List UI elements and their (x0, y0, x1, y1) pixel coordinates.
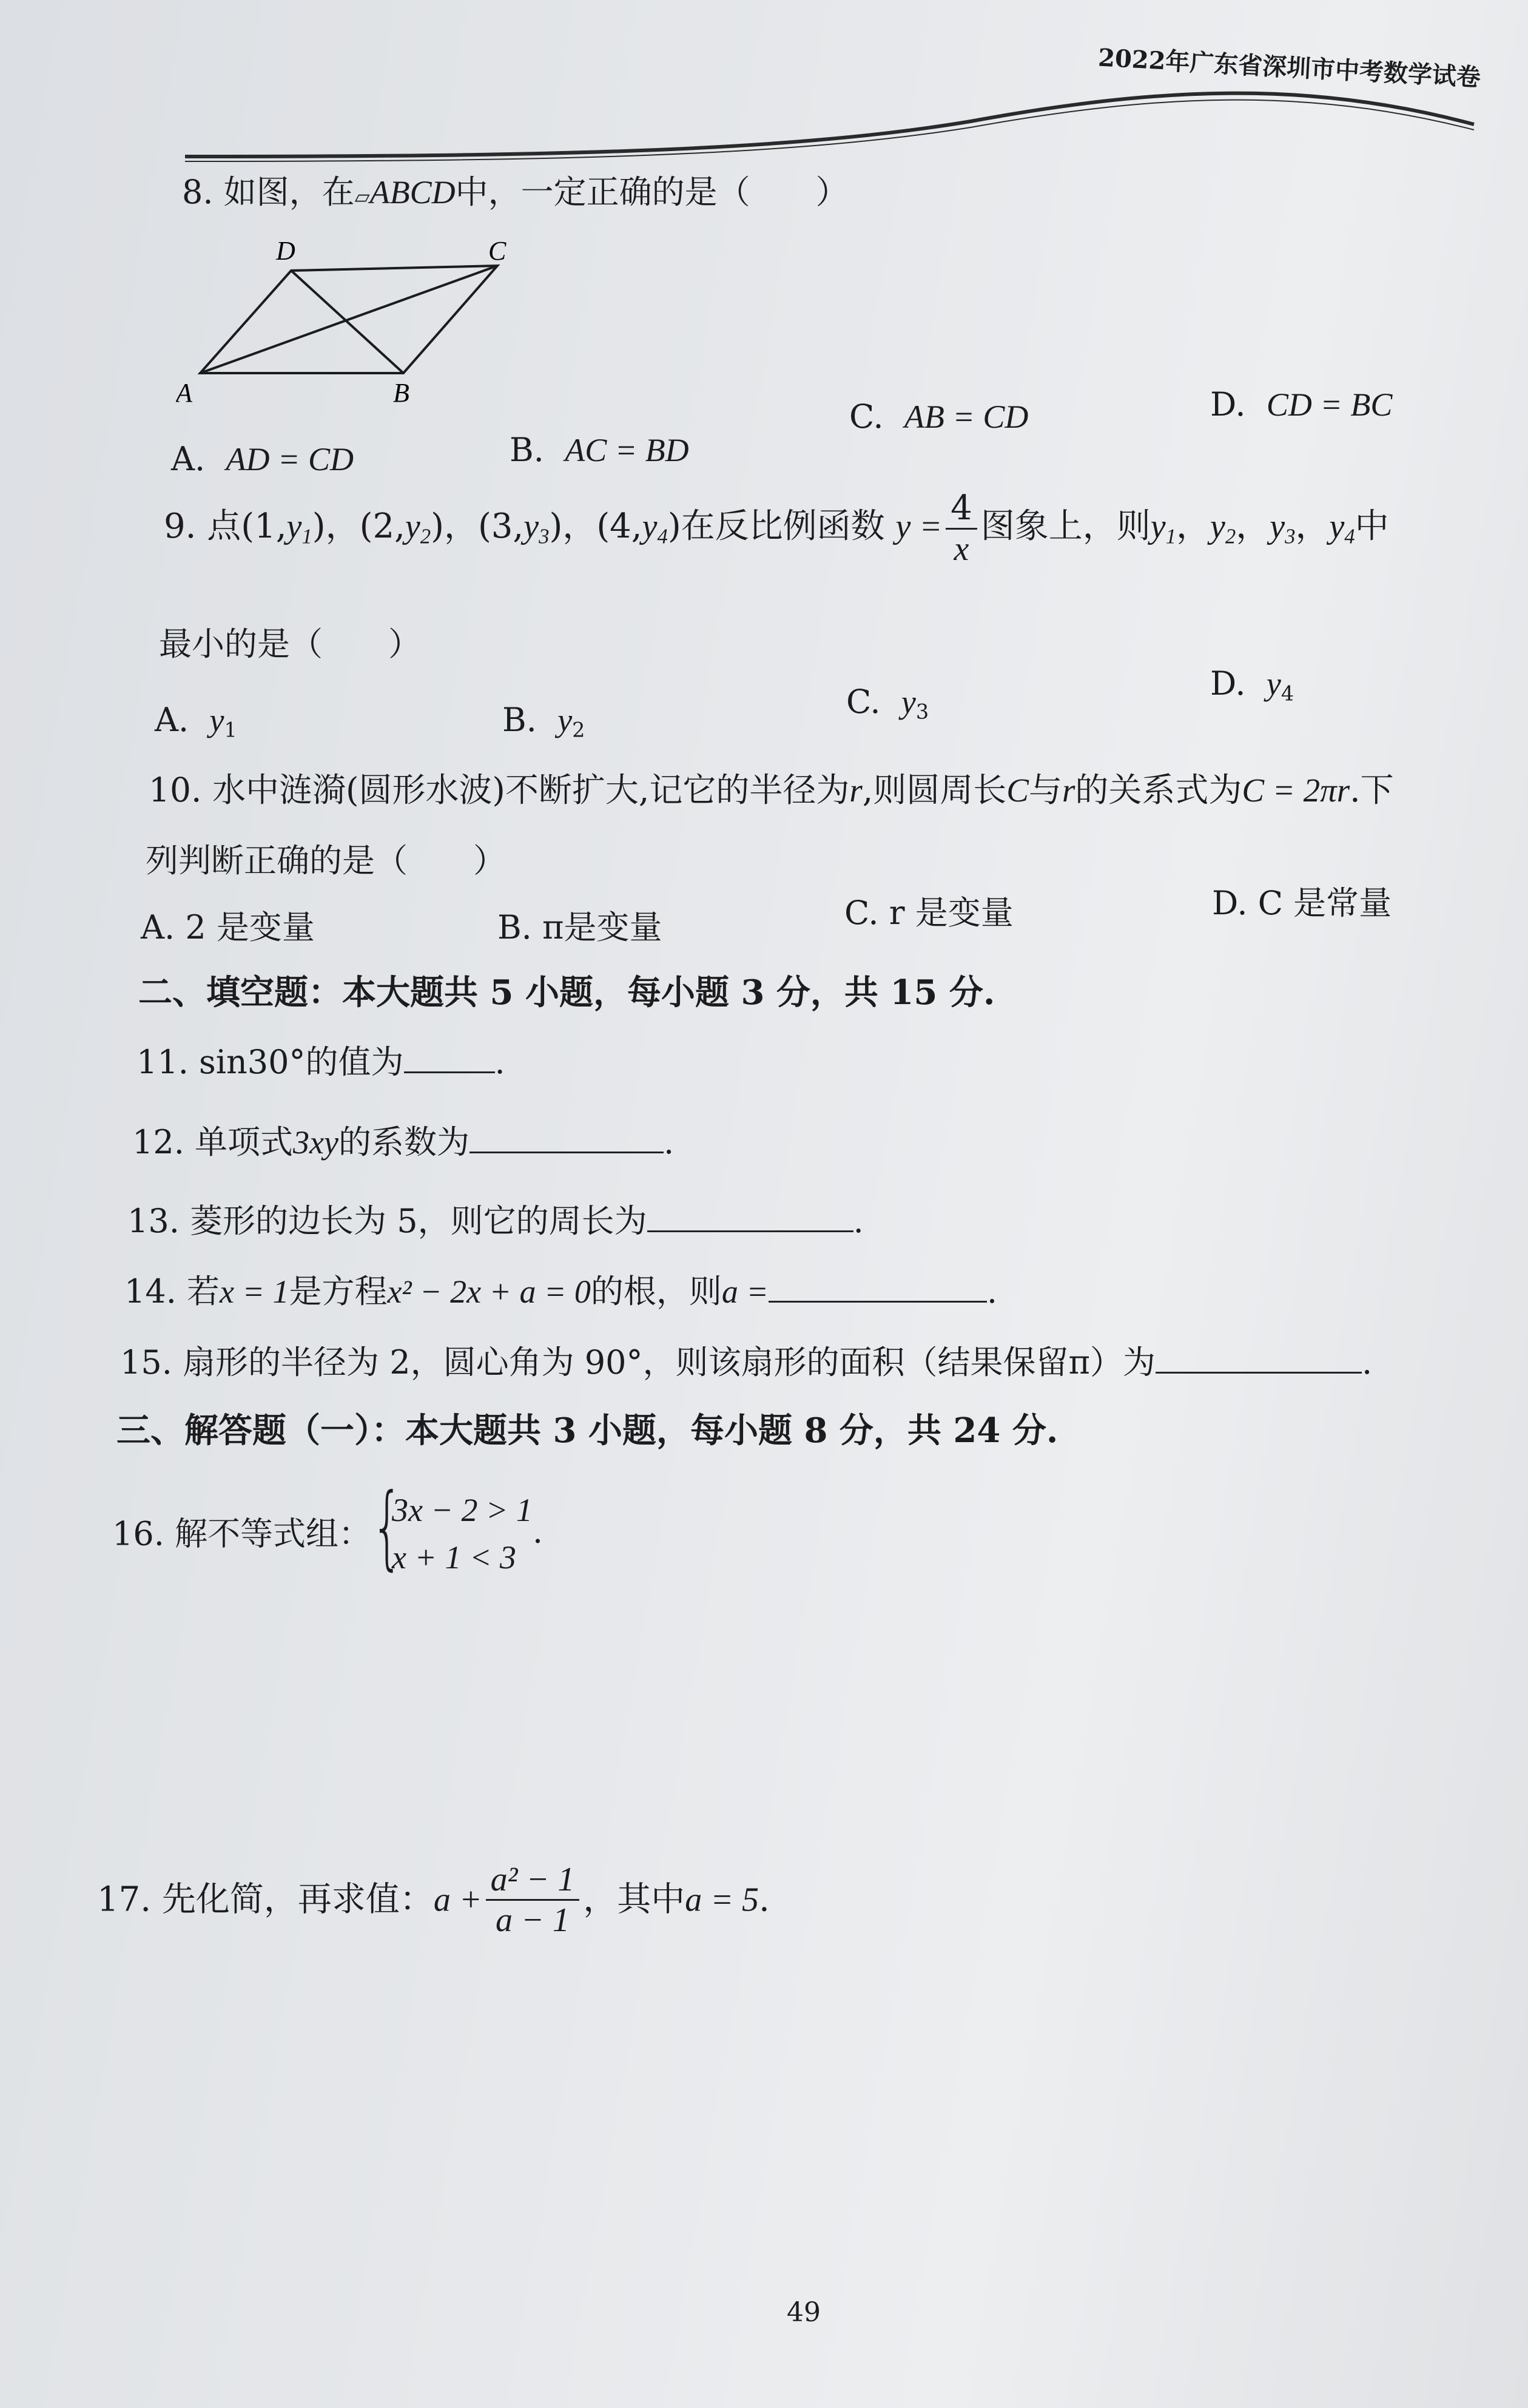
q9-option-d: D. $y_4$ (1210, 664, 1294, 706)
vertex-label-b: B (393, 378, 409, 408)
vertex-label-a: A (176, 378, 192, 408)
q14: 14. 若x = 1是方程x² − 2x + a = 0的根，则a = . (124, 1272, 998, 1310)
q9-option-a: A. $y_1$ (155, 701, 237, 742)
q15: 15. 扇形的半径为 2，圆心角为 90°，则该扇形的面积（结果保留π）为 . (120, 1343, 1373, 1381)
q8-option-b: B. AC = BD (510, 431, 689, 469)
page-number: 49 (787, 2297, 821, 2328)
q15-answer-blank[interactable] (1156, 1344, 1362, 1374)
section3-title: 三、解答题（一）：本大题共 3 小题，每小题 8 分，共 24 分. (116, 1411, 1058, 1451)
q10-option-a: A. 2 是变量 (141, 908, 315, 946)
q8-option-c: C. AB = CD (849, 397, 1029, 436)
q9-stem: 9. 点$(1,y_1)$，$(2,y_2)$，$(3,y_3)$，$(4,y_4)$在反比例函数 y = $\frac{4}{x}$ 图象上，则$y_1$，$y_2$，$y_3$，$y_4$中 (164, 488, 1389, 568)
q8-option-d: D. CD = BC (1210, 385, 1393, 423)
vertex-label-d: D (276, 237, 295, 266)
q8-option-a: A. AD = CD (171, 440, 354, 478)
q10-option-b: B. π是变量 (497, 908, 662, 946)
q10-option-c: C. r 是变量 (844, 894, 1014, 932)
q13-answer-blank[interactable] (647, 1202, 853, 1232)
q9-line2: 最小的是（ ） (159, 625, 421, 663)
q17: 17. 先化简，再求值：a + $\frac{\text{a² − 1}}{a - 1}$ ，其中a = 5. (97, 1861, 770, 1939)
q11: 11. sin30°的值为 . (136, 1043, 505, 1081)
q12: 12. 单项式3xy的系数为 . (132, 1123, 675, 1161)
q16: 16. 解不等式组： { 3x − 2 > 1 x + 1 < 3 . (112, 1486, 543, 1582)
inequality-system: { 3x − 2 > 1 x + 1 < 3 (371, 1474, 533, 1580)
q11-answer-blank[interactable] (404, 1044, 495, 1073)
q8-stem: 8. 如图，在▱ABCD中，一定正确的是（ ） (182, 173, 849, 211)
q14-answer-blank[interactable] (769, 1273, 987, 1303)
parallelogram-figure (176, 237, 540, 419)
q12-answer-blank[interactable] (470, 1124, 664, 1153)
q10-line2: 列判断正确的是（ ） (146, 841, 506, 880)
q10-line1: 10. 水中涟漪(圆形水波)不断扩大,记它的半径为r,则圆周长C与r的关系式为C = 2πr.下 (149, 771, 1394, 809)
vertex-label-c: C (488, 237, 507, 266)
q9-option-b: B. $y_2$ (502, 701, 585, 742)
q13: 13. 菱形的边长为 5，则它的周长为 . (127, 1202, 864, 1240)
header-wave-rule (0, 0, 1528, 182)
q9-option-c: C. $y_3$ (846, 683, 929, 724)
section2-title: 二、填空题：本大题共 5 小题，每小题 3 分，共 15 分. (138, 973, 995, 1013)
header-title: 2022年广东省深圳市中考数学试卷 (1097, 43, 1481, 92)
q10-option-d: D. C 是常量 (1212, 884, 1392, 922)
